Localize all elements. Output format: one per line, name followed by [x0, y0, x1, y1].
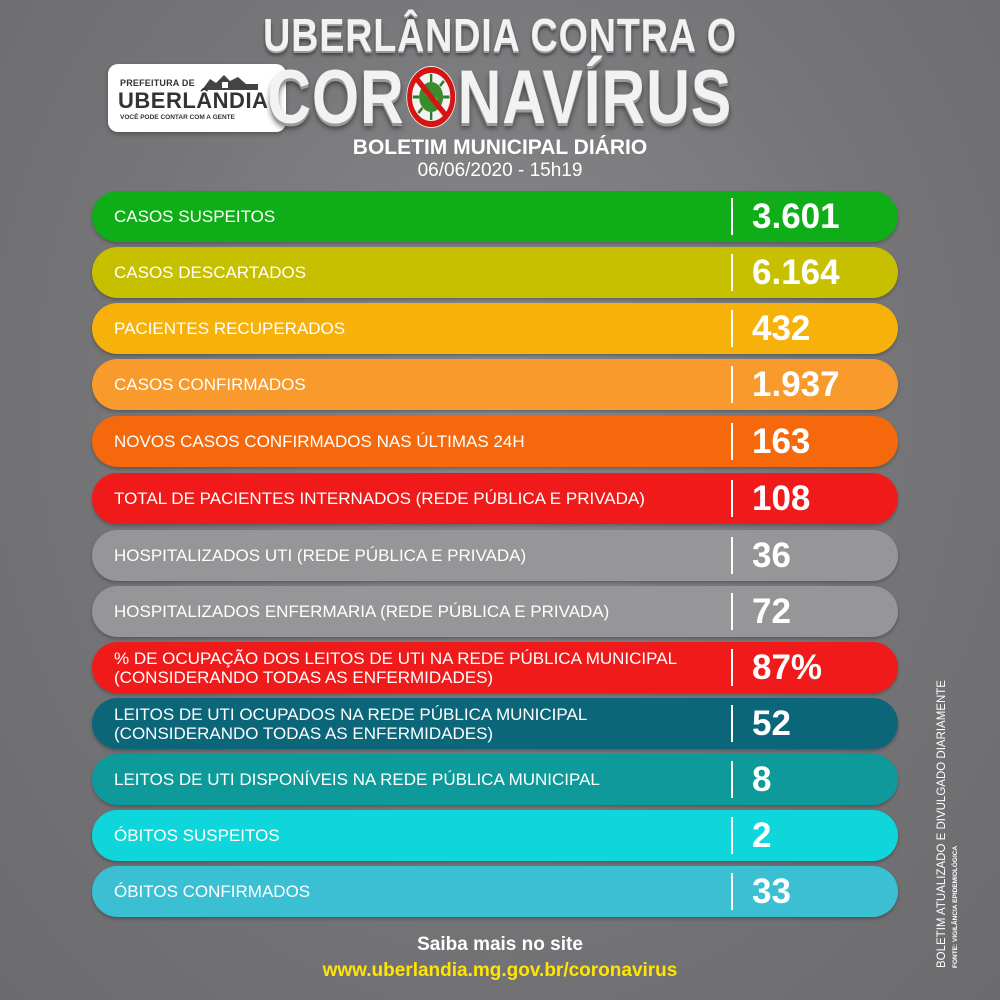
- side-note-source: FONTE: VIGILÂNCIA EPIDEMIOLÓGICA: [952, 845, 959, 968]
- stat-divider: [731, 198, 733, 235]
- stat-label: HOSPITALIZADOS ENFERMARIA (REDE PÚBLICA E PRIVADA): [114, 602, 610, 621]
- stat-row: [92, 754, 898, 805]
- title-line1: UBERLÂNDIA CONTRA O: [263, 9, 737, 61]
- stat-row: [92, 530, 898, 581]
- title-line2-part-a: COR: [267, 55, 405, 140]
- stat-row: [92, 416, 898, 467]
- stat-label: ÓBITOS SUSPEITOS: [114, 826, 280, 845]
- stat-label: LEITOS DE UTI OCUPADOS NA REDE PÚBLICA MUNICIPAL (CONSIDERANDO TODAS AS ENFERMIDADES): [114, 704, 588, 743]
- stat-divider: [731, 761, 733, 798]
- stat-divider: [731, 310, 733, 347]
- stat-value: 33: [752, 871, 791, 911]
- stat-divider: [731, 254, 733, 291]
- title-line2-part-b: NAVÍRUS: [457, 55, 733, 140]
- bulletin-subtitle: BOLETIM MUNICIPAL DIÁRIO: [352, 136, 648, 159]
- stat-label: LEITOS DE UTI DISPONÍVEIS NA REDE PÚBLICA MUNICIPAL: [114, 770, 600, 789]
- stat-divider: [731, 817, 733, 854]
- footer-text: Saiba mais no site: [417, 934, 583, 955]
- stat-label: NOVOS CASOS CONFIRMADOS NAS ÚLTIMAS 24H: [114, 432, 525, 451]
- footer-url-link[interactable]: www.uberlandia.mg.gov.br/coronavirus: [322, 960, 678, 981]
- stat-divider: [731, 423, 733, 460]
- stat-row: [92, 810, 898, 861]
- logo-tagline: VOCÊ PODE CONTAR COM A GENTE: [120, 114, 235, 121]
- stat-label: HOSPITALIZADOS UTI (REDE PÚBLICA E PRIVADA): [114, 546, 527, 565]
- stat-label: ÓBITOS CONFIRMADOS: [114, 882, 311, 901]
- stat-row: [92, 191, 898, 242]
- stat-label: TOTAL DE PACIENTES INTERNADOS (REDE PÚBLICA E PRIVADA): [114, 489, 645, 508]
- logo-line2: UBERLÂNDIA: [118, 88, 269, 113]
- stat-value: 87%: [752, 647, 823, 687]
- stat-value: 108: [752, 478, 811, 518]
- stat-label: CASOS CONFIRMADOS: [114, 375, 306, 394]
- stat-value: 6.164: [752, 252, 840, 292]
- stat-row: [92, 642, 898, 693]
- stat-divider: [731, 649, 733, 686]
- side-note: [936, 680, 959, 968]
- stat-value: 52: [752, 703, 791, 743]
- stat-row: [92, 303, 898, 354]
- stat-label: CASOS SUSPEITOS: [114, 207, 276, 226]
- stat-value: 432: [752, 308, 811, 348]
- stat-divider: [731, 366, 733, 403]
- stat-row: [92, 698, 898, 749]
- stat-divider: [731, 705, 733, 742]
- stat-value: 72: [752, 591, 791, 631]
- stat-divider: [731, 537, 733, 574]
- stat-row: [92, 359, 898, 410]
- stat-row: [92, 473, 898, 524]
- side-note-line1: BOLETIM ATUALIZADO E DIVULGADO DIARIAMENTE: [936, 680, 948, 968]
- stat-label: CASOS DESCARTADOS: [114, 263, 307, 282]
- stat-divider: [731, 593, 733, 630]
- bulletin-date: 06/06/2020 - 15h19: [417, 160, 583, 181]
- title-line2: [0, 54, 1000, 141]
- stat-row: [92, 586, 898, 637]
- stat-label: PACIENTES RECUPERADOS: [114, 319, 346, 338]
- stat-value: 3.601: [752, 196, 840, 236]
- no-virus-icon: [403, 62, 459, 132]
- stat-row: [92, 247, 898, 298]
- stat-row: [92, 866, 898, 917]
- stat-value: 1.937: [752, 364, 840, 404]
- stat-label: % DE OCUPAÇÃO DOS LEITOS DE UTI NA REDE PÚBLICA MUNICIPAL (CONSIDERANDO TODAS AS ENFERMIDADES): [114, 648, 678, 687]
- stat-divider: [731, 480, 733, 517]
- stat-value: 2: [752, 815, 772, 855]
- stat-value: 8: [752, 759, 772, 799]
- stat-divider: [731, 873, 733, 910]
- logo-line1: PREFEITURA DE: [120, 78, 195, 88]
- stat-value: 163: [752, 421, 811, 461]
- stat-value: 36: [752, 535, 791, 575]
